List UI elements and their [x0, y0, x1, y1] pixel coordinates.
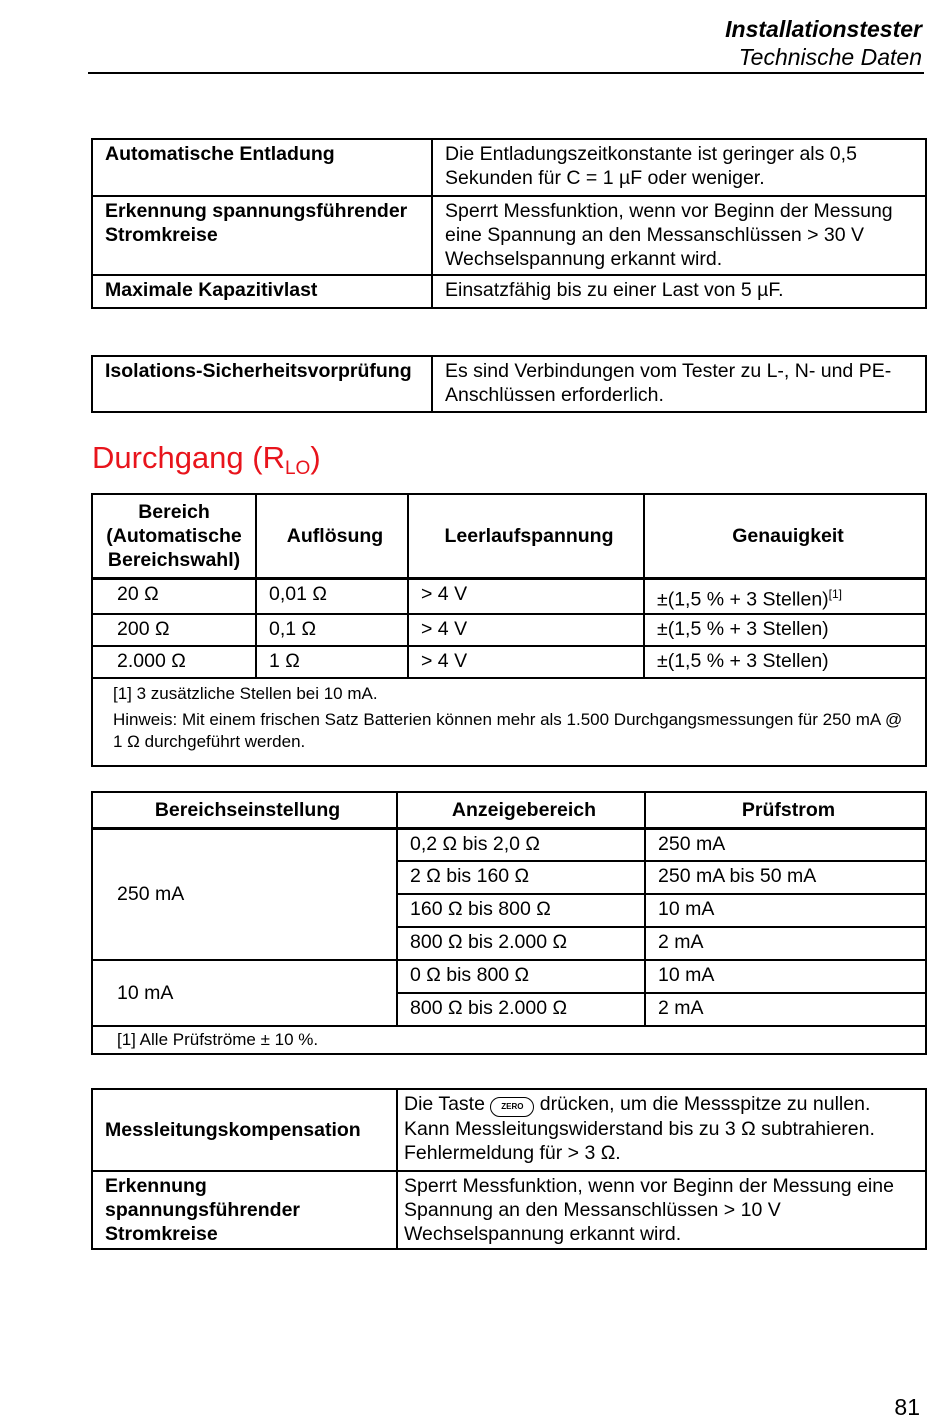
spec-value: Sperrt Messfunktion, wenn vor Beginn der Messung eine Spannung an den Messanschlüssen > 30 V Wechselspannung erkannt wird. [432, 196, 926, 275]
table-cell: 2 Ω bis 160 Ω [397, 861, 645, 894]
table-cell: 10 mA [645, 894, 926, 927]
page-number: 81 [894, 1394, 920, 1420]
spec-label: Erkennung spannungsführender Stromkreise [92, 196, 432, 275]
table-notes [92, 678, 926, 766]
spec-label: Maximale Kapazitivlast [92, 275, 432, 308]
spec-label: Isolations-Sicherheitsvorprüfung [92, 356, 432, 412]
table-cell: > 4 V [408, 578, 644, 614]
table-cell: 0 Ω bis 800 Ω [397, 960, 645, 993]
table-cell: 10 mA [645, 960, 926, 993]
table-cell: ±(1,5 % + 3 Stellen) [644, 646, 926, 678]
table-cell: 0,1 Ω [256, 614, 408, 646]
header-rule [88, 72, 924, 74]
footnote: [1] 3 zusätzliche Stellen bei 10 mA. [113, 684, 378, 703]
table-cell: 2 mA [645, 993, 926, 1026]
table-cell: ±(1,5 % + 3 Stellen) [644, 614, 926, 646]
zero-key-icon: ZERO [490, 1097, 534, 1117]
table-cell: 800 Ω bis 2.000 Ω [397, 927, 645, 960]
spec-value: Die Entladungszeitkonstante ist geringer als 0,5 Sekunden für C = 1 µF oder weniger. [432, 139, 926, 196]
hint-note: Hinweis: Mit einem frischen Satz Batterien können mehr als 1.500 Durchgangsmessungen für 250 mA @ 1 Ω durchgeführt werden. [113, 710, 903, 751]
section-subscript: LO [284, 458, 311, 479]
table-cell: ±(1,5 % + 3 Stellen)[1] [644, 578, 926, 614]
col-header-voltage: Leerlaufspannung [408, 494, 644, 578]
lead-compensation-table [91, 1088, 927, 1250]
table-cell: 20 Ω [92, 578, 256, 614]
table-cell: 800 Ω bis 2.000 Ω [397, 993, 645, 1026]
insulation-precheck-table [91, 355, 927, 413]
test-current-table [91, 791, 927, 1055]
spec-value: Sperrt Messfunktion, wenn vor Beginn der Messung eine Spannung an den Messanschlüssen > 10 V Wechselspannung erkannt wird. [397, 1171, 926, 1249]
table-cell: 160 Ω bis 800 Ω [397, 894, 645, 927]
table-cell: 200 Ω [92, 614, 256, 646]
footnote: [1] Alle Prüfströme ± 10 %. [92, 1026, 926, 1054]
col-header-display-range: Anzeigebereich [397, 792, 645, 828]
table-cell: 2 mA [645, 927, 926, 960]
table-cell: 0,01 Ω [256, 578, 408, 614]
section-title: Durchgang $(R_{LO})$ [92, 440, 321, 479]
spec-label: Messleitungskompensation [92, 1089, 397, 1171]
spec-value: Die Taste ZERO drücken, um die Messspitze zu nullen. Kann Messleitungswiderstand bis zu 3 Ω subtrahieren. Fehlermeldung für > 3 Ω. [397, 1089, 926, 1171]
header-subtitle: Technische Daten [738, 44, 922, 70]
table-cell: 1 Ω [256, 646, 408, 678]
spec-value: Einsatzfähig bis zu einer Last von 5 µF. [432, 275, 926, 308]
col-header-range: Bereich (Automatische Bereichswahl) [92, 494, 256, 578]
spec-label: Erkennung spannungsführender Stromkreise [92, 1171, 397, 1249]
general-specs-table [91, 138, 927, 309]
table-cell: > 4 V [408, 646, 644, 678]
table-cell: 250 mA [645, 828, 926, 861]
range-setting: 250 mA [92, 828, 397, 960]
table-cell: > 4 V [408, 614, 644, 646]
footnote-mark: [1] [828, 586, 843, 601]
range-setting: 10 mA [92, 960, 397, 1026]
col-header-test-current: Prüfstrom [645, 792, 926, 828]
table-cell: 0,2 Ω bis 2,0 Ω [397, 828, 645, 861]
col-header-accuracy: Genauigkeit [644, 494, 926, 578]
spec-label: Automatische Entladung [92, 139, 432, 196]
col-header-setting: Bereichseinstellung [92, 792, 397, 828]
col-header-resolution: Auflösung [256, 494, 408, 578]
header-title: Installationstester [725, 16, 922, 42]
table-cell: 250 mA bis 50 mA [645, 861, 926, 894]
continuity-range-table [91, 493, 927, 767]
table-cell: 2.000 Ω [92, 646, 256, 678]
spec-value: Es sind Verbindungen vom Tester zu L-, N- und PE-Anschlüssen erforderlich. [432, 356, 926, 412]
